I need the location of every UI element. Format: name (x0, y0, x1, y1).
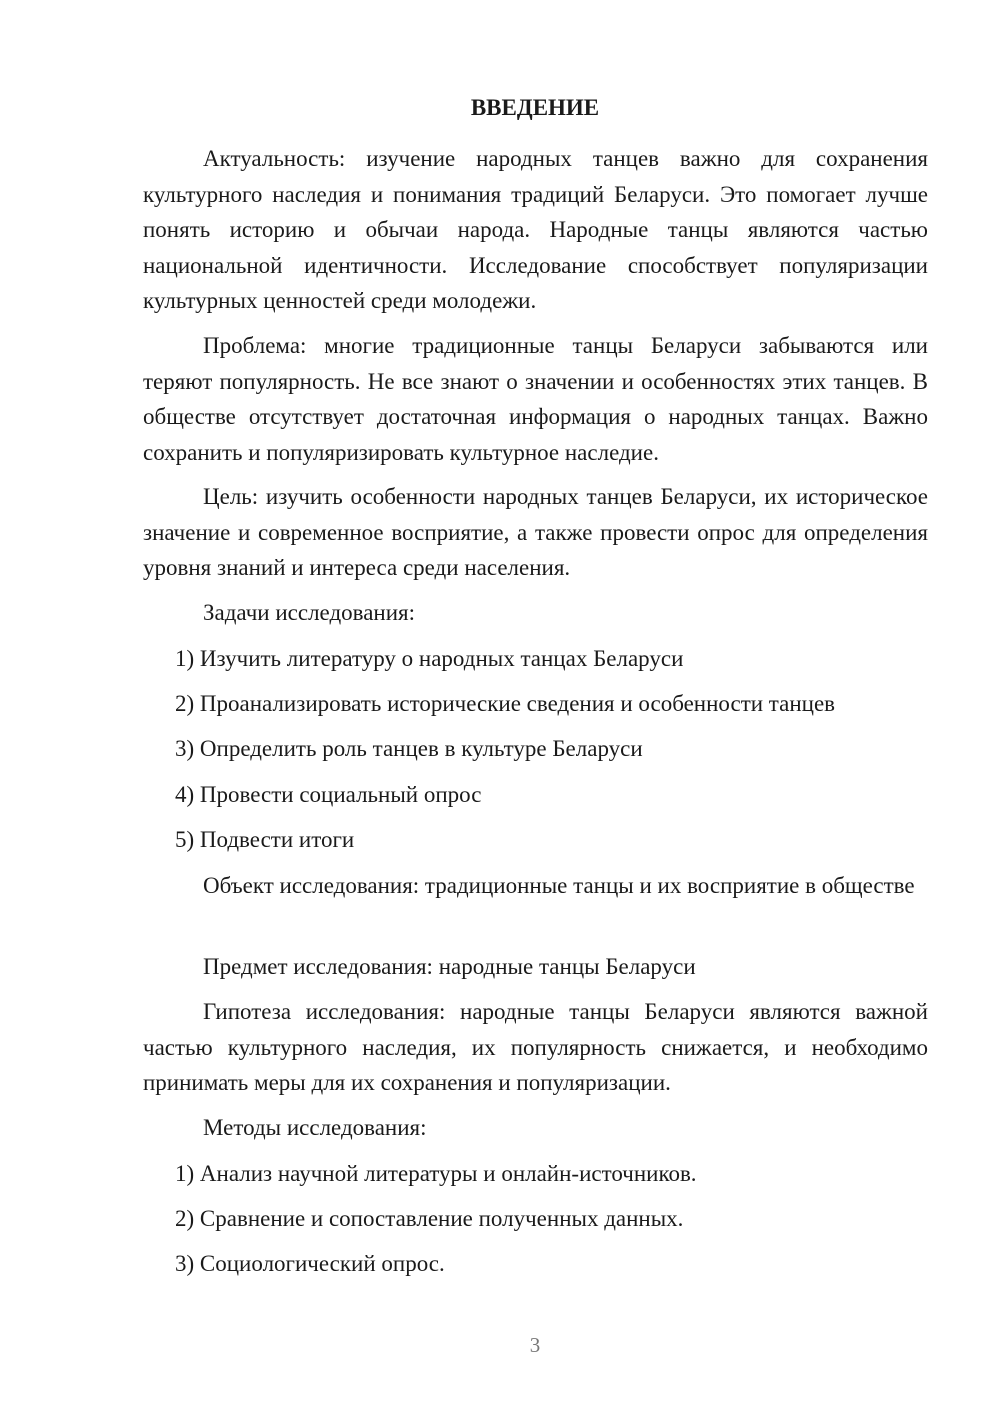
page-number: 3 (529, 1333, 541, 1357)
method-item: 1) Анализ научной литературы и онлайн-источников. (175, 1161, 697, 1186)
problem-paragraph: Проблема: многие традиционные танцы Беларуси забываются или теряют популярность. Не все знают о значении и особенностях этих танцев. В обществе отсутствует достаточная информация о народных танцах. Важно сохранить и популяризировать культурное наследие. (143, 333, 928, 465)
method-item: 3) Социологический опрос. (175, 1251, 445, 1276)
task-item: 3) Определить роль танцев в культуре Беларуси (175, 736, 643, 761)
methods-heading: Методы исследования: (203, 1115, 427, 1140)
relevance-paragraph: Актуальность: изучение народных танцев важно для сохранения культурного наследия и понимания традиций Беларуси. Это помогает лучше понять историю и обычаи народа. Народные танцы являются частью национальной идентичности. Исследование способствует популяризации культурных ценностей среди молодежи. (143, 146, 928, 313)
goal-paragraph: Цель: изучить особенности народных танцев Беларуси, их историческое значение и современное восприятие, а также провести опрос для определения уровня знаний и интереса среди населения. (143, 484, 928, 580)
page-heading: ВВЕДЕНИЕ (470, 95, 600, 120)
subject-paragraph: Предмет исследования: народные танцы Беларуси (203, 954, 696, 979)
hypothesis-paragraph: Гипотеза исследования: народные танцы Беларуси являются важной частью культурного наследия, их популярность снижается, и необходимо принимать меры для их сохранения и популяризации. (143, 999, 928, 1095)
method-item: 2) Сравнение и сопоставление полученных данных. (175, 1206, 684, 1231)
object-paragraph: Объект исследования: традиционные танцы и их восприятие в обществе (203, 873, 915, 898)
task-item: 5) Подвести итоги (175, 827, 355, 852)
task-item: 1) Изучить литературу о народных танцах Беларуси (175, 646, 684, 671)
tasks-heading: Задачи исследования: (203, 600, 416, 625)
task-item: 4) Провести социальный опрос (175, 782, 482, 807)
task-item: 2) Проанализировать исторические сведения и особенности танцев (175, 691, 836, 716)
